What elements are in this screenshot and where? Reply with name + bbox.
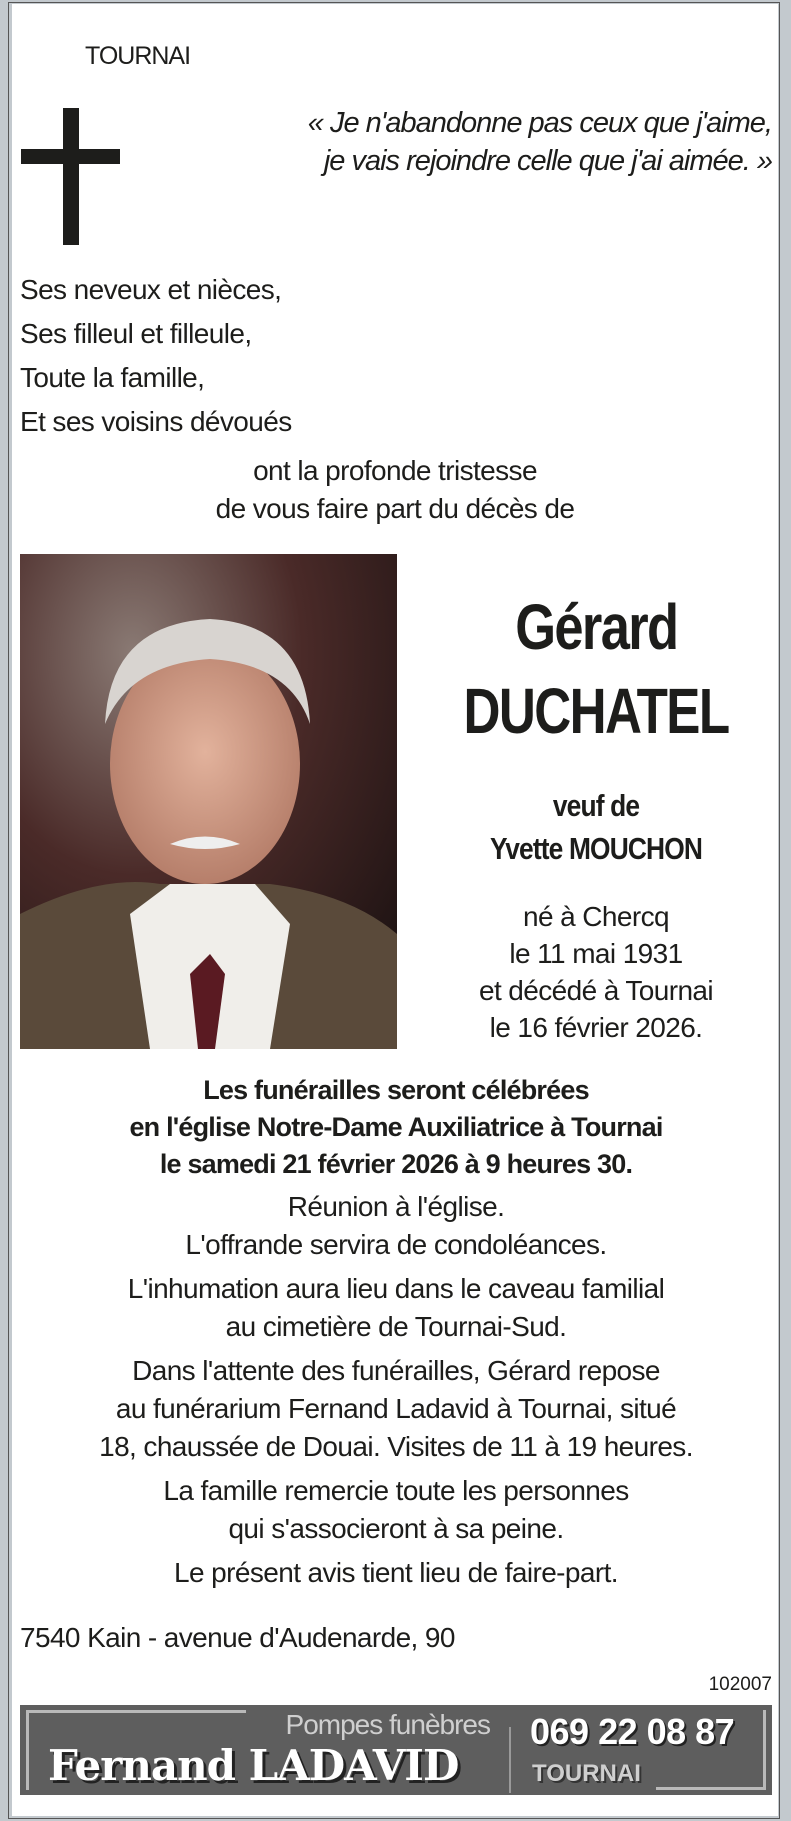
family-line: Et ses voisins dévoués [20,406,292,437]
first-name: Gérard [514,591,678,663]
deceased-photo [20,554,397,1049]
detail-line: Réunion à l'église. [287,1191,505,1222]
city-heading: TOURNAI [85,42,191,70]
dates-block [479,898,713,1046]
funeral-line: le samedi 21 février 2026 à 9 heures 30. [159,1149,633,1179]
death-date: le 16 février 2026. [489,1012,703,1043]
quote-line: « Je n'abandonne pas ceux que j'aime, [307,107,772,139]
detail-line: au funérarium Fernand Ladavid à Tournai, situé [115,1393,677,1424]
phone-number[interactable]: 069 22 08 87 [530,1711,735,1752]
funeral-line: Les funérailles seront célébrées [203,1075,589,1105]
family-line: Ses filleul et filleule, [20,318,252,349]
detail-line: 18, chaussée de Douai. Visites de 11 à 19 heures. [99,1431,693,1462]
quote [308,104,772,180]
quote-line: je vais rejoindre celle que j'ai aimée. » [323,145,772,177]
announcement-line: de vous faire part du décès de [215,493,575,524]
detail-line: L'inhumation aura lieu dans le caveau familial [127,1273,665,1304]
detail-line: au cimetière de Tournai-Sud. [225,1311,567,1342]
details [99,1188,693,1592]
detail-line: L'offrande servira de condoléances. [185,1229,607,1260]
birth-place: né à Chercq [523,901,669,932]
last-name: DUCHATEL [463,675,729,747]
detail-line: La famille remercie toute les personnes [163,1475,629,1506]
spouse-block [471,784,721,870]
company-city: TOURNAI [532,1760,641,1787]
reference-number: 102007 [708,1674,772,1695]
announcement-line: ont la profonde tristesse [253,455,537,486]
family-line: Ses neveux et nièces, [20,274,282,305]
funeral-home-banner [20,1705,772,1795]
company-name: Fernand LADAVID [48,1741,459,1790]
deceased-name [430,585,761,753]
detail-line: qui s'associeront à sa peine. [228,1513,564,1544]
family-line: Toute la famille, [20,362,205,393]
birth-date: le 11 mai 1931 [509,938,683,969]
detail-line: Le présent avis tient lieu de faire-part. [174,1557,618,1588]
death-place: et décédé à Tournai [478,975,714,1006]
tagline: Pompes funèbres [285,1709,490,1740]
funeral-info [129,1072,662,1183]
widower-label: veuf de [552,788,640,823]
funeral-line: en l'église Notre-Dame Auxiliatrice à Tournai [129,1112,663,1142]
spouse-name: Yvette MOUCHON [489,831,703,866]
announcement [216,452,575,528]
address: 7540 Kain - avenue d'Audenarde, 90 [20,1622,455,1653]
detail-line: Dans l'attente des funérailles, Gérard repose [132,1355,660,1386]
family-list [20,268,292,444]
